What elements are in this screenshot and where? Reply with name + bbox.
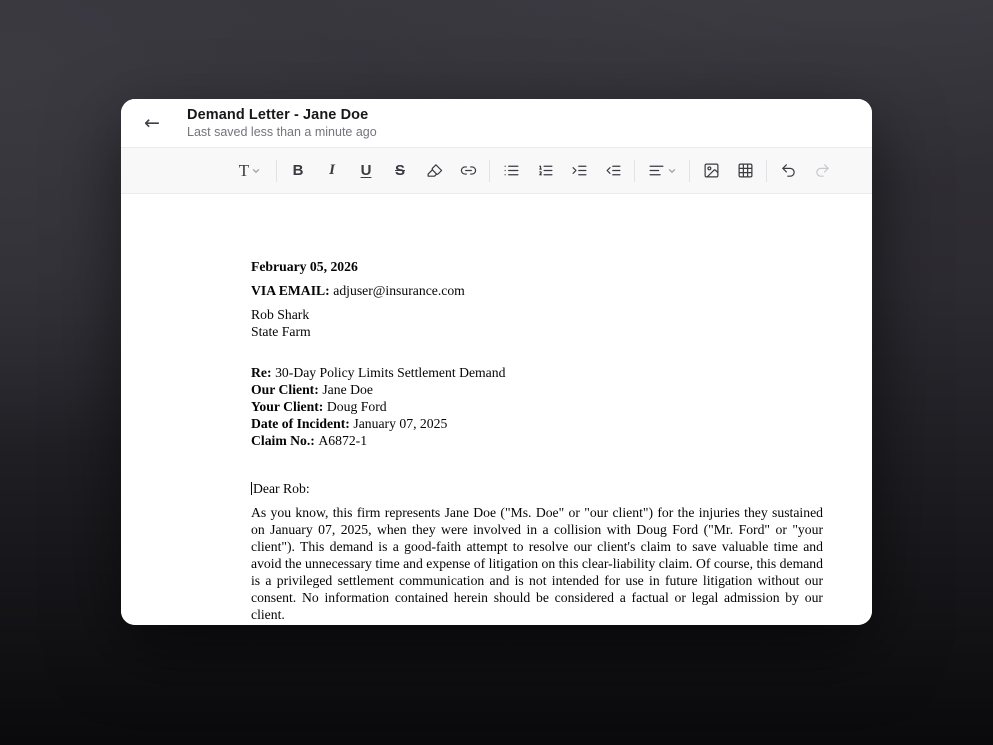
page-title: Demand Letter - Jane Doe	[187, 106, 369, 123]
via-email-label: VIA EMAIL:	[251, 283, 330, 298]
re-line	[251, 432, 823, 449]
text-style-icon: T	[238, 161, 250, 180]
re-value: Jane Doe	[322, 382, 373, 397]
save-status: Last saved less than a minute ago	[187, 124, 377, 139]
formatting-toolbar	[121, 147, 872, 194]
redo-icon	[814, 162, 831, 179]
toolbar-divider	[634, 160, 635, 182]
text-cursor	[251, 482, 252, 495]
back-button[interactable]: ←	[137, 108, 167, 138]
redo-button[interactable]	[808, 157, 836, 185]
italic-button[interactable]	[318, 157, 346, 185]
document-canvas[interactable]	[121, 194, 872, 625]
chevron-down-icon	[667, 166, 677, 176]
letter-date: February 05, 2026	[251, 259, 358, 274]
undo-icon	[780, 162, 797, 179]
re-label: Date of Incident:	[251, 416, 350, 431]
highlighter-icon	[426, 162, 443, 179]
toolbar-divider	[489, 160, 490, 182]
document-editor-window	[121, 99, 872, 625]
recipient-company: State Farm	[251, 324, 311, 339]
recipient-block	[251, 306, 823, 340]
salutation-line	[251, 480, 823, 497]
re-value: A6872-1	[318, 433, 368, 448]
highlight-button[interactable]	[420, 157, 448, 185]
numbered-list-button[interactable]	[531, 157, 559, 185]
via-email-value: adjuser@insurance.com	[333, 283, 465, 298]
strikethrough-button[interactable]	[386, 157, 414, 185]
underline-button[interactable]	[352, 157, 380, 185]
underline-icon: U	[360, 162, 372, 179]
salutation-text: Dear Rob:	[253, 481, 310, 496]
body-paragraph: As you know, this firm represents Jane Doe ("Ms. Doe" or "our client") for the injuries they sustained on January 07, 2025, when they were involved in a collision with Doug Ford ("Mr. Ford" or "your client"). This demand is a good-faith attempt to resolve our client's claim to save valuable time and avoid the unnecessary time and expense of litigation on this clear-liability claim. Of course, this demand is a privileged settlement communication and is not intended for use in future litigation without our consent. No information contained herein should be considered a factual or legal admission by our client.	[251, 505, 823, 622]
strikethrough-icon: S	[394, 162, 405, 179]
outdent-button[interactable]	[599, 157, 627, 185]
bold-button[interactable]	[284, 157, 312, 185]
editor-header	[121, 99, 872, 147]
indent-button[interactable]	[565, 157, 593, 185]
re-line	[251, 398, 823, 415]
link-button[interactable]	[454, 157, 482, 185]
outdent-icon	[605, 162, 622, 179]
re-value: Doug Ford	[326, 399, 387, 414]
numbered-list-icon	[537, 162, 554, 179]
re-label: Our Client:	[251, 382, 319, 397]
italic-icon: I	[329, 162, 335, 178]
recipient-name: Rob Shark	[251, 307, 310, 322]
align-dropdown[interactable]	[642, 157, 682, 185]
bullet-list-button[interactable]	[497, 157, 525, 185]
re-line	[251, 415, 823, 432]
re-value: January 07, 2025	[353, 416, 448, 431]
bold-icon: B	[292, 162, 304, 179]
toolbar-divider	[276, 160, 277, 182]
indent-icon	[571, 162, 588, 179]
re-label: Re:	[251, 365, 272, 380]
text-style-dropdown[interactable]	[231, 157, 269, 185]
re-label: Claim No.:	[251, 433, 315, 448]
re-line	[251, 381, 823, 398]
table-icon	[737, 162, 754, 179]
align-icon	[648, 162, 665, 179]
re-label: Your Client:	[251, 399, 324, 414]
bullet-list-icon	[503, 162, 520, 179]
image-icon	[703, 162, 720, 179]
toolbar-divider	[689, 160, 690, 182]
link-icon	[460, 162, 477, 179]
via-email-line	[251, 282, 823, 299]
undo-button[interactable]	[774, 157, 802, 185]
insert-table-button[interactable]	[731, 157, 759, 185]
toolbar-divider	[766, 160, 767, 182]
title-block	[187, 106, 377, 141]
letter-content	[251, 258, 823, 623]
insert-image-button[interactable]	[697, 157, 725, 185]
re-value: 30-Day Policy Limits Settlement Demand	[275, 365, 506, 380]
re-line	[251, 364, 823, 381]
chevron-down-icon	[251, 166, 261, 176]
re-block	[251, 364, 823, 449]
